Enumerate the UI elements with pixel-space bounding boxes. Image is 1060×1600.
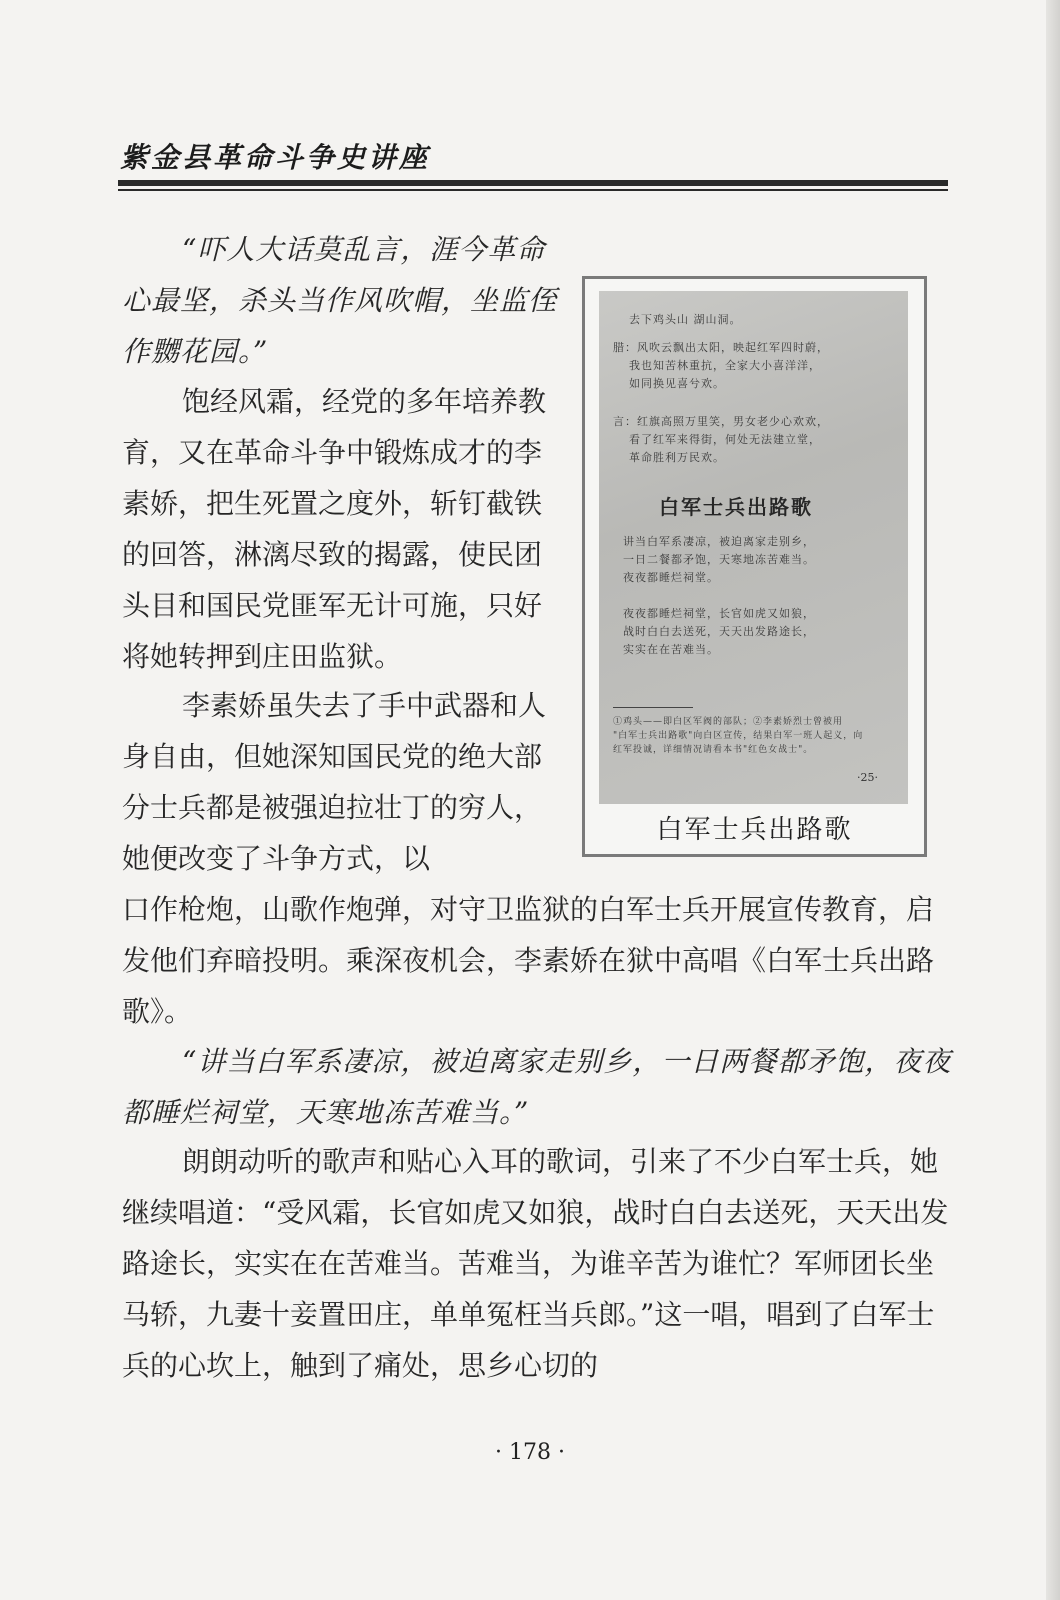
header-rule-thin [118, 189, 948, 191]
page-edge [1046, 0, 1060, 1600]
scan-footnote-rule [613, 707, 693, 708]
scan-footnote-line: "白军士兵出路歌"向白区宣传，结果白军一班人起义，向 [613, 731, 864, 741]
paragraph-2: 饱经风霜，经党的多年培养教育，又在革命斗争中锻炼成才的李素娇，把生死置之度外，斩钉截铁的回答，淋漓尽致的揭露，使民团头目和国民党匪军无计可施，只好将她转押到庄田监狱。 [122, 385, 547, 673]
scan-page-number: ·25· [857, 771, 878, 784]
paragraph-3-start: 李素娇虽失去了手中武器和人身自由，但她深知国民党的绝大部分士兵都是被强迫拉壮丁的穷人，她便改变了斗争方式，以 [122, 689, 547, 875]
paragraph-5: 朗朗动听的歌声和贴心入耳的歌词，引来了不少白军士兵，她继续唱道：“受风霜，长官如虎又如狼，战时白白去送死，天天出发路途长，实实在在苦难当。苦难当，为谁辛苦为谁忙？军师团长坐马轿，九妻十妾置田庄，单单冤枉当兵郎。”这一唱，唱到了白军士兵的心坎上，触到了痛处，思乡心切的 [122, 1145, 949, 1382]
scan-footnote-line: ①鸡头——即白区军阀的部队；②李素娇烈士曾被用 [613, 717, 844, 727]
header-rule-thick [118, 180, 948, 186]
paragraph-3-continued: 口作枪炮，山歌作炮弹，对守卫监狱的白军士兵开展宣传教育，启发他们弃暗投明。乘深夜机会，李素娇在狱中高唱《白军士兵出路歌》。 [122, 893, 935, 1028]
figure-frame [582, 276, 927, 857]
scan-text-line: 如同换见喜兮欢。 [629, 377, 725, 390]
scan-text-line: 看了红军来得街，何处无法建立堂， [629, 433, 821, 446]
figure-caption: 白军士兵出路歌 [656, 815, 853, 845]
scan-text-line: 实实在在苦难当。 [623, 643, 719, 656]
scan-text-line: 言：红旗高照万里笑，男女老少心欢欢， [613, 415, 829, 428]
scanned-songbook-photo [599, 291, 908, 804]
paragraph-quote-2: “讲当白军系凄凉，被迫离家走别乡，一日两餐都矛饱，夜夜都睡烂祠堂，天寒地冻苦难当。” [122, 1045, 952, 1129]
page-number: · 178 · [495, 1440, 565, 1465]
running-head-title: 紫金县革命斗争史讲座 [120, 141, 431, 174]
scan-text-line: 一日二餐都矛饱，天寒地冻苦难当。 [623, 553, 815, 566]
scan-text-line: 我也知苦林重抗，全家大小喜洋洋， [629, 359, 821, 372]
scan-text-line: 腊：风吹云飘出太阳，映起红军四时蔚， [613, 341, 829, 354]
scan-text-line: 夜夜都睡烂祠堂。 [623, 571, 719, 584]
scan-song-title: 白军士兵出路歌 [659, 495, 813, 519]
scan-text-line: 去下鸡头山 湖山洞。 [629, 313, 742, 326]
scan-text-line: 夜夜都睡烂祠堂，长官如虎又如狼， [623, 607, 815, 620]
scan-text-line: 革命胜利万民欢。 [629, 451, 725, 464]
scan-text-line: 战时白白去送死，天天出发路途长， [623, 625, 815, 638]
paragraph-quote-1: “吓人大话莫乱言，涯今革命心最坚，杀头当作风吹帽，坐监侄作嬲花园。” [122, 233, 558, 368]
scan-text-line: 讲当白军系凄凉，被迫离家走别乡， [623, 535, 815, 548]
scan-footnote-line: 红军投诚，详细情况请看本书"红色女战士"。 [613, 745, 814, 755]
